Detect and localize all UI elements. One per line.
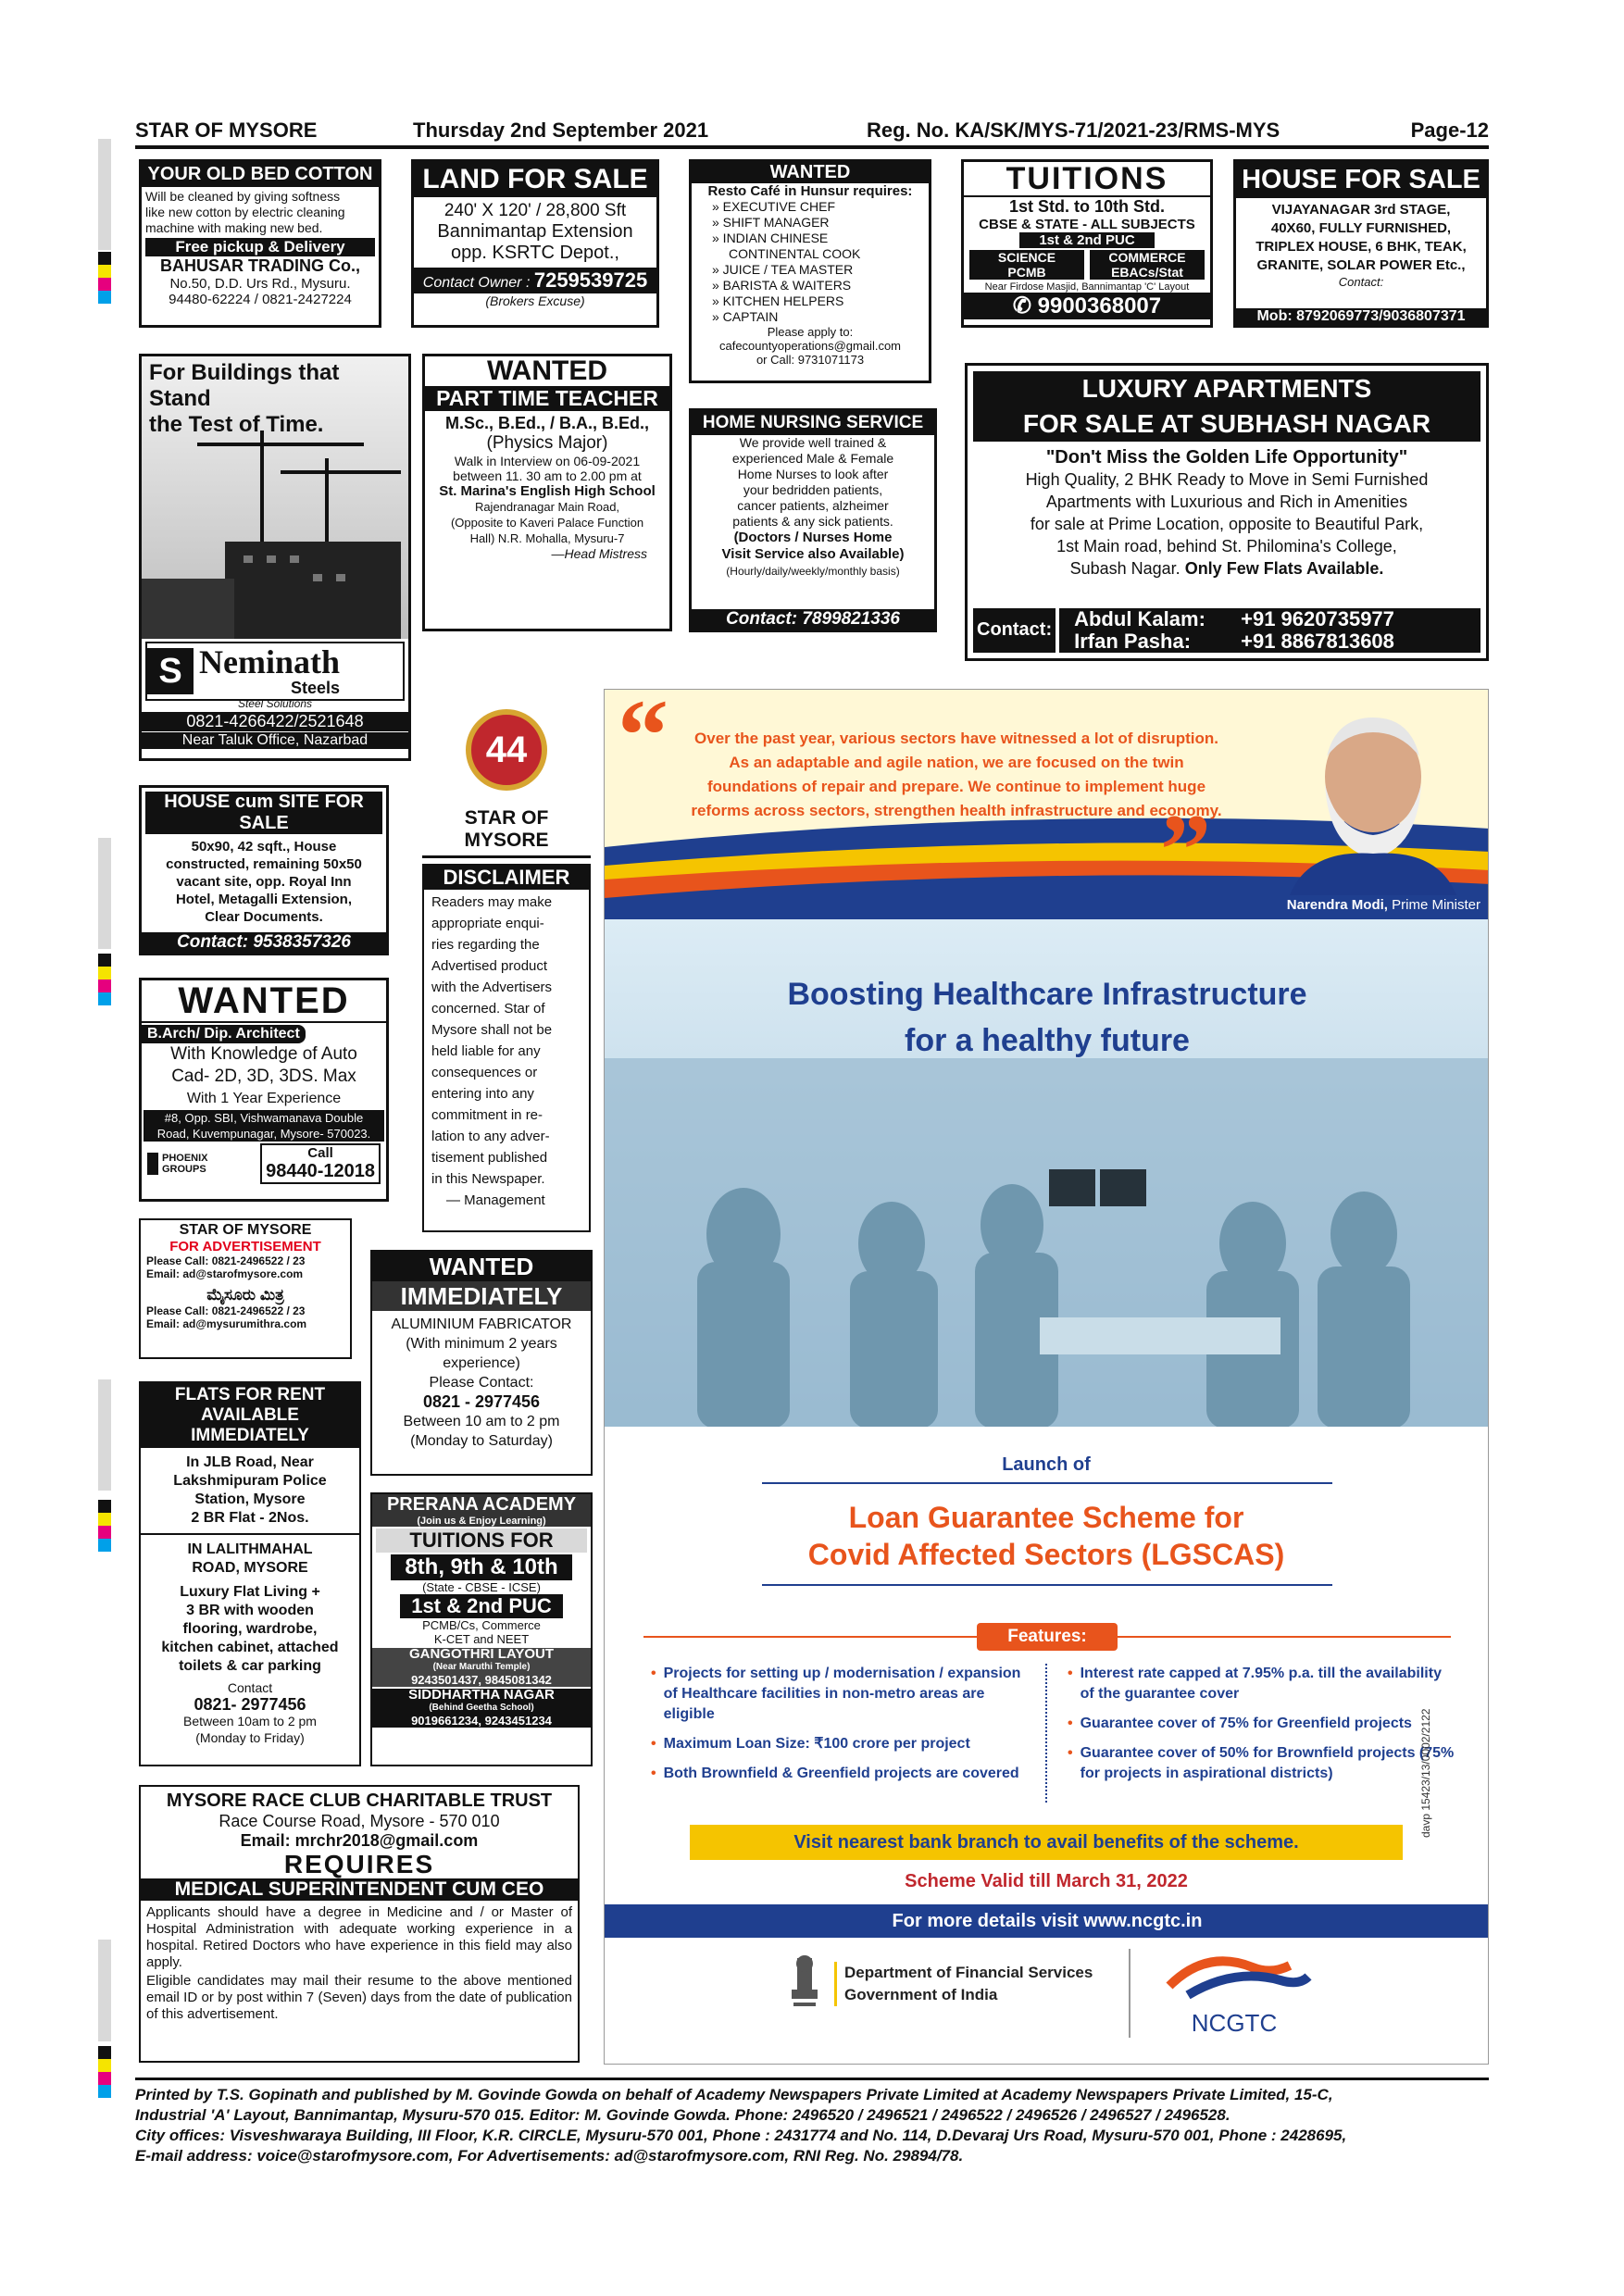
ad-house-for-sale: [1233, 159, 1489, 328]
phoenix-logo: PHOENIX GROUPS: [147, 1153, 236, 1175]
ad-prerana-academy: [370, 1492, 593, 1766]
features-left: [651, 1664, 1021, 1784]
neminath-address: Near Taluk Office, Nazarbad: [142, 732, 408, 749]
list-item: » BARISTA & WAITERS: [712, 278, 852, 293]
architect-contact: [142, 1142, 386, 1186]
site-details: 50x90, 42 sqft., House constructed, remaining 50x50 vacant site, opp. Royal Inn Hotel, Metagalli Extension, Clear Documents.: [166, 839, 362, 925]
features-divider: [1045, 1664, 1047, 1803]
streams: PCMB/Cs, Commerce K-CET and NEET: [422, 1618, 541, 1646]
post-title: MEDICAL SUPERINTENDENT CUM CEO: [141, 1878, 578, 1901]
land-location: Bannimantap Extension: [437, 221, 633, 242]
contact-row: [973, 608, 1480, 653]
launch-label: Launch of: [1002, 1454, 1091, 1475]
list-item: CONTINENTAL COOK: [729, 246, 861, 261]
ad-subtitle: (Join us & Enjoy Learning): [372, 1516, 591, 1527]
ad-title-2: IMMEDIATELY: [372, 1281, 591, 1311]
ad-subtitle: PART TIME TEACHER: [425, 386, 669, 411]
color-registration-mark: [98, 1500, 111, 1552]
pm-portrait: [1280, 701, 1466, 895]
signatory: —Head Mistress: [551, 546, 647, 561]
feature-item: • Guarantee cover of 50% for Brownfield projects (75% for projects in aspirational districts): [1068, 1745, 1455, 1781]
ad-title: WANTED: [142, 980, 386, 1023]
neminath-logo: [145, 642, 405, 701]
ad-title: TUITIONS: [964, 162, 1210, 197]
ad-wanted-teacher: [422, 354, 672, 631]
features-right: [1068, 1664, 1456, 1784]
ad-title: HOUSE cum SITE FOR SALE: [145, 792, 382, 834]
ad-title: WANTED: [692, 162, 929, 183]
ad-home-nursing: [689, 408, 937, 632]
mithra-email: Email: ad@mysurumithra.com: [146, 1317, 307, 1330]
ad-house-cum-site: [139, 785, 389, 955]
major: (Physics Major): [486, 433, 608, 453]
pm-caption: Narendra Modi, Prime Minister: [1286, 897, 1480, 913]
apply-instructions: Eligible candidates may mail their resume to the above mentioned email ID or by post within 7 (Seven) days from the date of publication of this advertisement.: [146, 1973, 572, 2022]
color-registration-mark: [98, 2046, 111, 2098]
margin-mark: [98, 139, 111, 250]
registration-number: Reg. No. KA/SK/MYS-71/2021-23/RMS-MYS: [867, 119, 1280, 142]
ad-wanted-architect: [139, 978, 389, 1202]
ad-star-of-mysore: [139, 1218, 352, 1359]
contact-list: Abdul Kalam: +91 9620735977 Irfan Pasha: +91 8867813608: [1059, 608, 1480, 653]
margin-mark: [98, 1379, 111, 1491]
feature-item: • Interest rate capped at 7.95% p.a. till the availability of the guarantee cover: [1068, 1666, 1442, 1702]
site-contact: Contact: 9538357326: [142, 932, 386, 953]
features-badge: Features:: [977, 1623, 1118, 1651]
qualification: M.Sc., B.Ed., / B.A., B.Ed.,: [444, 414, 650, 432]
disclaimer-panel: [422, 864, 591, 1232]
apartment-details: High Quality, 2 BHK Ready to Move in Semi Furnished Apartments with Luxurious and Rich in Amenities for sale at Prime Location, opposite to Beautiful Park, 1st Main road, behind St. Philomina's College, Subash Nagar. Only Few Flats Available.: [1025, 470, 1429, 578]
trust-address: Race Course Road, Mysore - 570 010: [219, 1812, 500, 1830]
ad-bed-cotton: [139, 159, 381, 328]
school-name: St. Marina's English High School: [439, 483, 656, 499]
ad-wanted-cafe: [689, 159, 931, 383]
margin-mark: [98, 838, 111, 949]
close-quote-icon: ”: [1160, 793, 1211, 906]
tuition-puc: 1st & 2nd PUC: [1019, 232, 1155, 248]
neminath-phone: 0821-4266422/2521648: [142, 712, 408, 731]
logo-divider: [1129, 1949, 1131, 2038]
ad-title: YOUR OLD BED COTTON: [142, 162, 379, 187]
ad-subtitle: B.Arch/ Dip. Architect: [142, 1025, 306, 1043]
anniversary-badge: 44: [466, 709, 547, 791]
masthead: STAR OF MYSORE: [422, 807, 591, 858]
govt-ad-lgscas: [604, 689, 1489, 2065]
ad-title: HOME NURSING SERVICE: [692, 411, 934, 435]
open-quote-icon: “: [618, 690, 668, 792]
branch-1: GANGOTHRI LAYOUT (Near Maruthi Temple) 9243501437, 9845081342: [372, 1648, 591, 1687]
s-logo-icon: S: [147, 648, 194, 694]
contact-label: Contact:: [1338, 275, 1384, 289]
pm-portrait-image: [1280, 701, 1466, 895]
interview-time: between 11. 30 am to 2.00 pm at: [453, 468, 642, 483]
list-item: » CAPTAIN: [712, 309, 779, 324]
som-name: STAR OF MYSORE: [179, 1222, 312, 1238]
branch-2: SIDDHARTHA NAGAR (Behind Geetha School) 9019661234, 9243451234: [372, 1689, 591, 1728]
tagline: For Buildings that Stand the Test of Time.: [149, 360, 340, 437]
page-header: [135, 115, 1489, 146]
som-for-ad: FOR ADVERTISEMENT: [169, 1239, 321, 1254]
scheme-validity: Scheme Valid till March 31, 2022: [905, 1871, 1188, 1891]
brokers-note: (Brokers Excuse): [485, 293, 585, 308]
tuition-grades: 1st Std. to 10th Std.: [1008, 197, 1165, 216]
land-size: 240' X 120' / 28,800 Sft: [443, 201, 627, 220]
company-name: BAHUSAR TRADING Co.,: [160, 256, 360, 275]
company-phone: 94480-62224 / 0821-2427224: [169, 292, 352, 307]
paper-name: STAR OF MYSORE: [135, 119, 318, 142]
apply-phone: or Call: 9731071173: [756, 353, 865, 367]
som-email: Email: ad@starofmysore.com: [146, 1267, 304, 1280]
surgery-photo: [605, 1058, 1489, 1427]
ad-title: LUXURY APARTMENTS FOR SALE AT SUBHASH NAGAR: [973, 371, 1480, 442]
ncgtc-logo: [1151, 1949, 1318, 2038]
boards: (State - CBSE - ICSE): [422, 1580, 541, 1594]
disclaimer-title: DISCLAIMER: [424, 866, 589, 890]
ad-wanted-aluminium: [370, 1250, 593, 1476]
quote-band: [605, 690, 1489, 919]
ad-land-for-sale: [411, 159, 659, 328]
contact-bar: Contact Owner : 7259539725: [414, 268, 656, 293]
feature-item: • Projects for setting up / modernisation / expansion of Healthcare facilities in non-metro areas are eligible: [651, 1666, 1021, 1722]
contact-label: Contact:: [973, 608, 1056, 653]
school-address: Rajendranagar Main Road, (Opposite to Kaveri Palace Function Hall) N.R. Mohalla, Mysuru-7: [450, 500, 644, 545]
davp-code: davp 15423/13/0002/2122: [1419, 1708, 1432, 1838]
dfs-label: Department of Financial Services Government of India: [834, 1962, 1093, 2006]
emblem-icon: [786, 1953, 823, 2014]
grades: 8th, 9th & 10th: [391, 1554, 572, 1580]
list-item: » INDIAN CHINESE: [712, 231, 829, 245]
pm-quote: Over the past year, various sectors have witnessed a lot of disruption. As an adaptable and agile nation, we are focused on the twin foundations of repair and prepare. We continue to implement huge reforms across sectors, strengthen health infrastructure and economy.: [691, 730, 1222, 819]
disclaimer-box: [422, 694, 591, 1231]
nursing-extra: (Doctors / Nurses Home Visit Service also Available) (Hourly/daily/weekly/monthly basis): [721, 530, 905, 578]
trust-email: Email: mrchr2018@gmail.com: [240, 1831, 479, 1850]
ad-mysore-race-club: [139, 1785, 580, 2063]
architect-address: #8, Opp. SBI, Vishwamanava Double Road, Kuvempunagar, Mysore- 570023.: [144, 1110, 384, 1142]
ad-body: Will be cleaned by giving softness like new cotton by electric cleaning machine with making new bed.: [145, 189, 345, 235]
list-item: » JUICE / TEA MASTER: [712, 262, 854, 277]
ncgtc-wordmark: NCGTC: [1191, 2009, 1278, 2037]
color-registration-mark: [98, 252, 111, 304]
som-call: Please Call: 0821-2496522 / 23: [146, 1254, 306, 1267]
flat-block-1: In JLB Road, Near Lakshmipuram Police Station, Mysore 2 BR Flat - 2Nos.: [141, 1448, 359, 1535]
ad-flats-for-rent: [139, 1381, 361, 1766]
logo-subtitle: Steel Solutions: [237, 697, 313, 710]
handshake-icon: [1151, 1949, 1318, 2004]
list-item: » SHIFT MANAGER: [712, 215, 830, 230]
feature-item: • Both Brownfield & Greenfield projects are covered: [651, 1766, 1019, 1781]
nursing-contact: Contact: 7899821336: [692, 609, 934, 630]
logo-text: Neminath Steels: [199, 643, 340, 697]
tagline: "Don't Miss the Golden Life Opportunity": [1045, 447, 1408, 468]
ad-title: WANTED: [372, 1252, 591, 1281]
flat-contact: Contact 0821- 2977456 Between 10am to 2 pm (Monday to Friday): [183, 1680, 317, 1745]
interview-date: Walk in Interview on 06-09-2021: [454, 454, 641, 468]
ad-title: FLATS FOR RENT AVAILABLE IMMEDIATELY: [141, 1383, 359, 1448]
healthcare-band: [605, 919, 1489, 1427]
stream-science: SCIENCE PCMB: [969, 250, 1084, 280]
ornament-divider: [762, 1584, 1332, 1586]
header-rule: [135, 145, 1489, 149]
scheme-title: Loan Guarantee Scheme for Covid Affected Sectors (LGSCAS): [807, 1501, 1285, 1571]
puc: 1st & 2nd PUC: [400, 1594, 563, 1618]
footer-rule: [135, 2078, 1489, 2080]
imprint: Printed by T.S. Gopinath and published by M. Govinde Gowda on behalf of Academy Newspapers Private Limited at Academy Newspapers Private Limited, 15-C, Industrial 'A' Layout, Bannimantap, Mysuru-570 015. Editor: M. Govinde Gowda. Phone: 2496520 / 2496521 / 2496522 / 2496526 / 2496527 / 2496528. City offices: Visveshwaraya Building, III Floor, K.R. CIRCLE, Mysuru-570 001, Phone : 2431774 and No. 114, D.Devaraj Urs Road, Mysuru-570 001, Phone : 2428695, E-mail address: voice@starofmysore.com, For Advertisements: ad@starofmysore.com, RNI Reg. No. 29894/78.: [135, 2086, 1347, 2165]
disclaimer-body: Readers may make appropriate enqui- ries regarding the Advertised product with the Advertisers concerned. Star of Mysore shall not be held liable for any consequences or entering into any commitment in re- lation to any adver- tisement published in this Newspaper. — Management: [431, 894, 553, 1208]
ad-title: HOUSE FOR SALE: [1236, 162, 1486, 198]
eligibility: Applicants should have a degree in Medicine and / or Master of Hospital Administration with adequate working experience in a hospital. Retired Doctors who have experience in this field may also apply.: [146, 1904, 572, 1970]
stream-row: [964, 248, 1210, 281]
apply-email: cafecountyoperations@gmail.com: [718, 339, 901, 353]
stream-commerce: COMMERCE EBACs/Stat: [1090, 250, 1205, 280]
list-item: » KITCHEN HELPERS: [712, 293, 844, 308]
ad-neminath-steels: [139, 354, 411, 761]
tuitions-for: TUITIONS FOR: [376, 1529, 587, 1553]
apply-note: Please apply to:: [767, 325, 854, 339]
tuition-boards: CBSE & STATE - ALL SUBJECTS: [979, 217, 1195, 232]
issue-date: Thursday 2nd September 2021: [413, 119, 709, 142]
tuition-address: Near Firdose Masjid, Bannimantap 'C' Layout: [984, 281, 1190, 293]
land-location-2: opp. KSRTC Depot.,: [451, 243, 619, 263]
pickup-banner: Free pickup & Delivery: [145, 238, 375, 256]
company-address: No.50, D.D. Urs Rd., Mysuru.: [169, 276, 351, 292]
aluminium-details: ALUMINIUM FABRICATOR (With minimum 2 years experience) Please Contact: 0821 - 2977456 Between 10 am to 2 pm (Monday to Saturday): [391, 1316, 572, 1449]
ad-tuitions: [961, 159, 1213, 328]
nursing-body: We provide well trained & experienced Male & Female Home Nurses to look after your bedridden patients, cancer patients, alzheimer patients & any sick patients.: [731, 435, 894, 529]
visit-bank-banner: Visit nearest bank branch to avail benefits of the scheme.: [690, 1825, 1403, 1860]
color-registration-mark: [98, 954, 111, 1005]
ad-title: LAND FOR SALE: [414, 162, 656, 197]
feature-item: • Maximum Loan Size: ₹100 crore per project: [651, 1736, 970, 1752]
requires-heading: REQUIRES: [283, 1850, 435, 1878]
details-bar: For more details visit www.ncgtc.in: [605, 1904, 1489, 1938]
ad-luxury-apartments: [965, 363, 1489, 661]
tuition-phone: ✆ 9900368007: [964, 293, 1210, 319]
ad-title: PRERANA ACADEMY: [372, 1494, 591, 1516]
contact-phone: Mob: 8792069773/9036807371: [1236, 308, 1486, 325]
architect-phone: Call 98440-12018: [260, 1143, 381, 1184]
ad-title: WANTED: [487, 356, 607, 386]
mithra-call: Please Call: 0821-2496522 / 23: [146, 1304, 306, 1317]
feature-item: • Guarantee cover of 75% for Greenfield projects: [1068, 1716, 1412, 1731]
ornament-divider: [762, 1482, 1332, 1484]
cafe-intro: Resto Café in Hunsur requires:: [707, 183, 913, 199]
mithra-name: ಮೈಸೂರು ಮಿತ್ರ: [206, 1286, 284, 1304]
list-item: » EXECUTIVE CHEF: [712, 199, 836, 214]
house-details: VIJAYANAGAR 3rd STAGE, 40X60, FULLY FURNISHED, TRIPLEX HOUSE, 6 BHK, TEAK, GRANITE, SOLAR POWER Etc.,: [1255, 202, 1467, 273]
flat-block-2: IN LALITHMAHAL ROAD, MYSORE Luxury Flat Living + 3 BR with wooden flooring, wardrobe, kitchen cabinet, attached toilets & car parking: [161, 1541, 339, 1674]
architect-reqs: With Knowledge of Auto Cad- 2D, 3D, 3DS. Max With 1 Year Experience: [170, 1044, 357, 1106]
job-list: [692, 199, 929, 325]
phone-icon: ✆: [1012, 293, 1038, 318]
margin-mark: [98, 1940, 111, 2041]
trust-name: MYSORE RACE CLUB CHARITABLE TRUST: [166, 1791, 553, 1811]
page-number: Page-12: [1410, 119, 1489, 142]
healthcare-headline: Boosting Healthcare Infrastructure for a healthy future: [787, 977, 1307, 1058]
